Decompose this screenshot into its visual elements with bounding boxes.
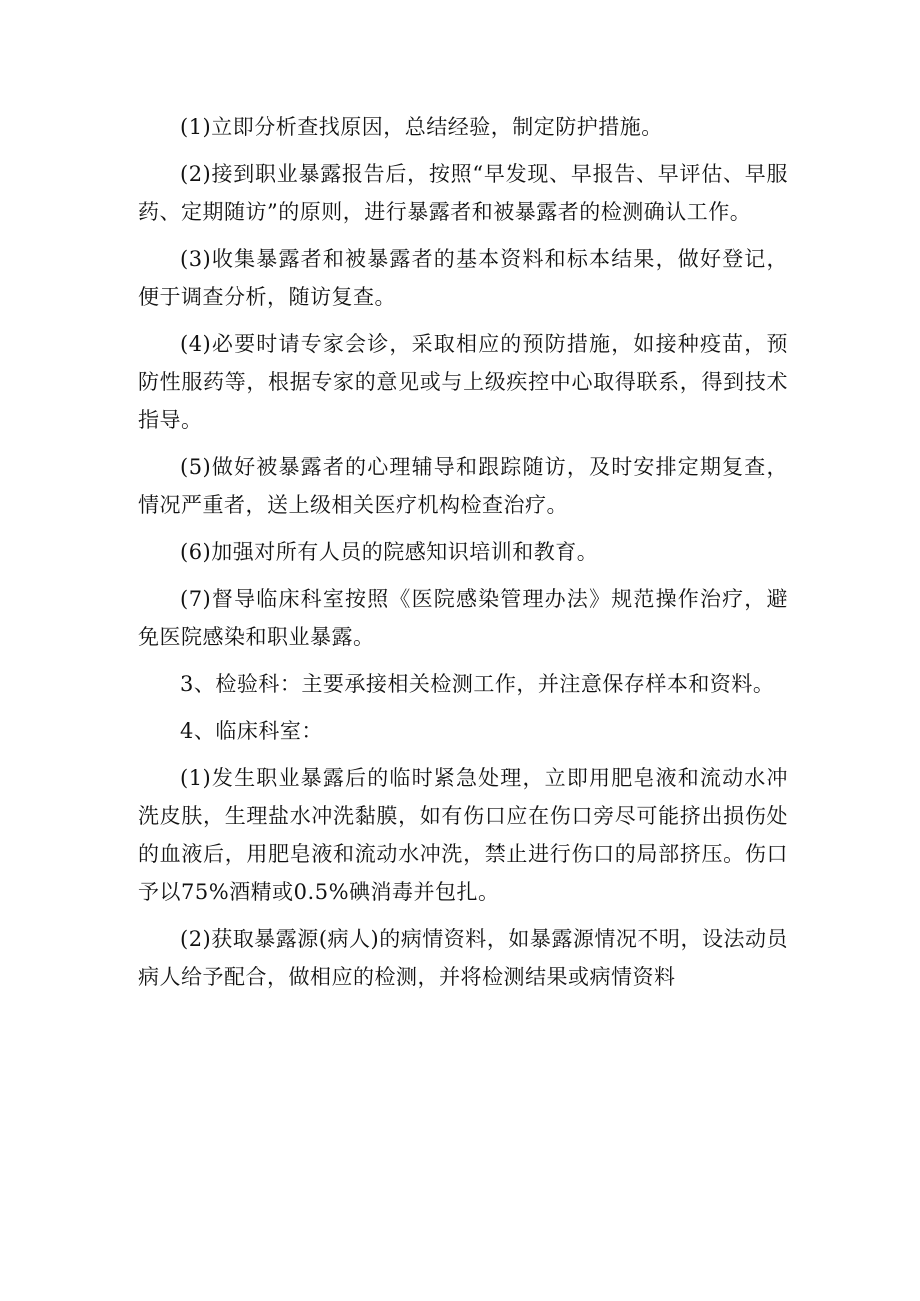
paragraph-supervision: (7)督导临床科室按照《医院感染管理办法》规范操作治疗，避免医院感染和职业暴露。 — [138, 587, 788, 649]
paragraph-training: (6)加强对所有人员的院感知识培训和教育。 — [180, 540, 599, 564]
paragraph-expert-consult: (4)必要时请专家会诊，采取相应的预防措施，如接种疫苗，预防性服药等，根据专家的意见或与上级疾控中心取得联系，得到技术指导。 — [138, 332, 788, 432]
paragraph-emergency-handling: (1)发生职业暴露后的临时紧急处理，立即用肥皂液和流动水冲洗皮肤，生理盐水冲洗黏膜，如有伤口应在伤口旁尽可能挤出损伤处的血液后，用肥皂液和流动水冲洗，禁止进行伤口的局部挤压。伤口予以75%酒精或0.5%碘消毒并包扎。 — [138, 766, 788, 904]
paragraph-exposure-report: (2)接到职业暴露报告后，按照“早发现、早报告、早评估、早服药、定期随访”的原则，进行暴露者和被暴露者的检测确认工作。 — [138, 162, 788, 224]
paragraph-analyze-cause: (1)立即分析查找原因，总结经验，制定防护措施。 — [180, 115, 663, 139]
paragraph-clinical-heading: 4、临床科室： — [180, 719, 323, 743]
paragraph-psych-followup: (5)做好被暴露者的心理辅导和跟踪随访，及时安排定期复查，情况严重者，送上级相关医疗机构检查治疗。 — [138, 455, 788, 517]
paragraph-source-info: (2)获取暴露源(病人)的病情资料，如暴露源情况不明，设法动员病人给予配合，做相应的检测，并将检测结果或病情资料 — [138, 927, 788, 989]
paragraph-collect-data: (3)收集暴露者和被暴露者的基本资料和标本结果，做好登记，便于调查分析，随访复查。 — [138, 247, 788, 309]
paragraph-laboratory: 3、检验科：主要承接相关检测工作，并注意保存样本和资料。 — [180, 672, 775, 696]
document-page — [138, 108, 788, 1005]
